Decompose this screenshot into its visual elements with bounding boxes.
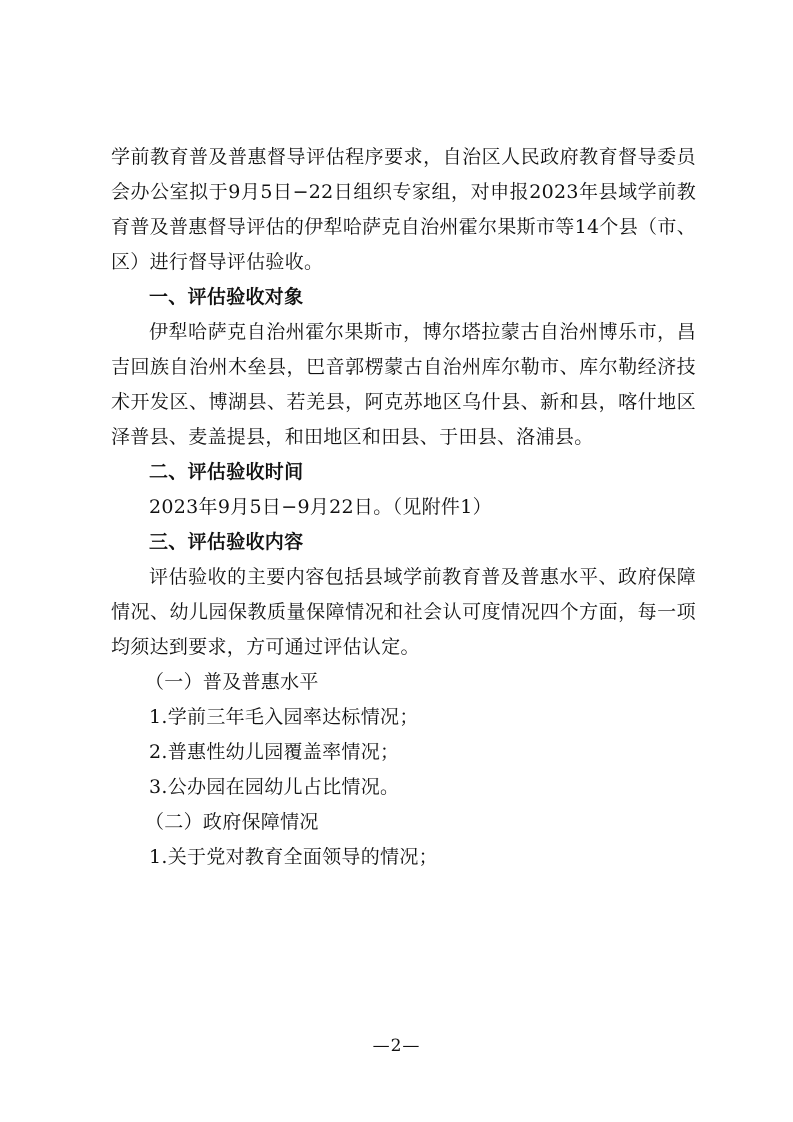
section-3-body: 评估验收的主要内容包括县域学前教育普及普惠水平、政府保障情况、幼儿园保教质量保障情况和社会认可度情况四个方面，每一项均须达到要求，方可通过评估认定。 [111,566,696,658]
section-heading-2: 二、评估验收时间 [149,461,304,483]
subsection-heading-2: （二）政府保障情况 [145,811,319,833]
page-number: —2— [372,1036,421,1056]
list-item: 3.公办园在园幼儿占比情况。 [149,776,400,798]
subsection-heading-1: （一）普及普惠水平 [145,671,319,693]
list-item: 2.普惠性幼儿园覆盖率情况； [149,741,400,763]
list-item: 1.学前三年毛入园率达标情况； [149,706,419,728]
section-heading-1: 一、评估验收对象 [149,286,304,308]
document-body [111,140,696,875]
list-item: 1.关于党对教育全面领导的情况； [149,846,438,868]
intro-paragraph: 学前教育普及普惠督导评估程序要求，自治区人民政府教育督导委员会办公室拟于9月5日−22日组织专家组，对申报2023年县域学前教育普及普惠督导评估的伊犁哈萨克自治州霍尔果斯市等14个县（市、区）进行督导评估验收。 [111,146,696,273]
section-heading-3: 三、评估验收内容 [149,531,304,553]
section-1-body: 伊犁哈萨克自治州霍尔果斯市，博尔塔拉蒙古自治州博乐市，昌吉回族自治州木垒县，巴音郭楞蒙古自治州库尔勒市、库尔勒经济技术开发区、博湖县、若羌县，阿克苏地区乌什县、新和县，喀什地区泽普县、麦盖提县，和田地区和田县、于田县、洛浦县。 [111,321,696,448]
section-2-body: 2023年9月5日−9月22日。（见附件1） [149,496,492,518]
